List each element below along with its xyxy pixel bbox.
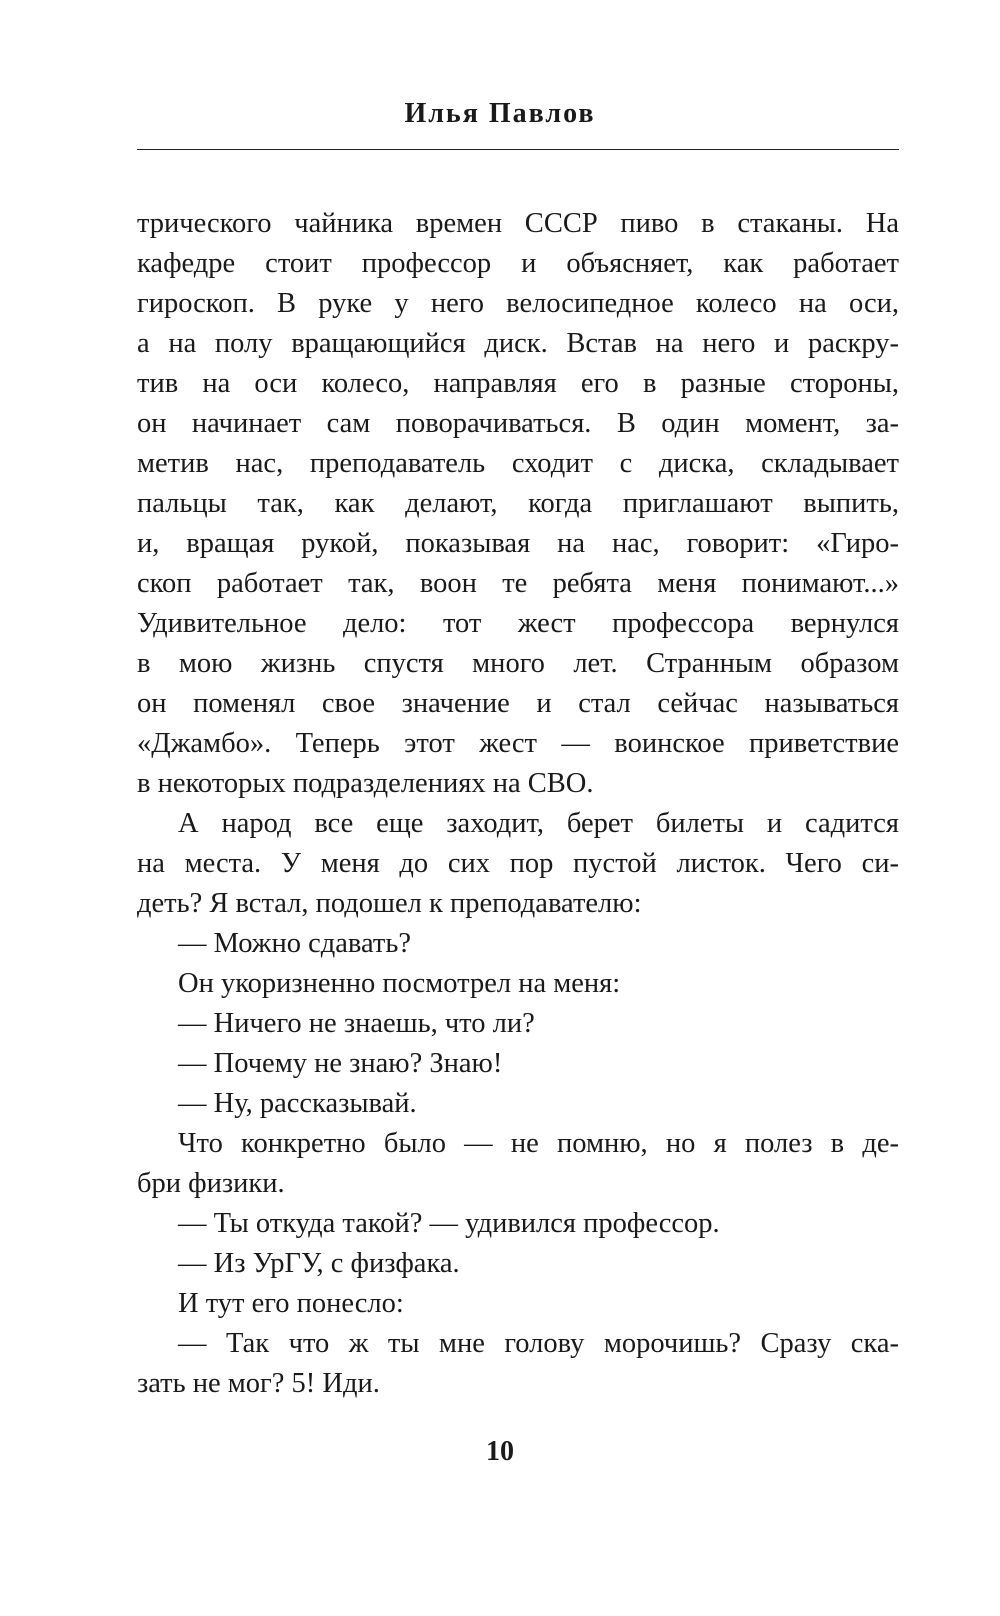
text-line: И тут его понесло: bbox=[178, 1288, 404, 1319]
text-line: — Так что ж ты мне голову морочишь? Сразу ска- bbox=[178, 1328, 899, 1359]
text-line: — Из УрГУ, с физфака. bbox=[178, 1248, 460, 1279]
text-line: зать не мог? 5! Иди. bbox=[137, 1368, 380, 1399]
text-line: кафедре стоит профессор и объясняет, как работает bbox=[137, 248, 899, 279]
text-line: — Ты откуда такой? — удивился профессор. bbox=[178, 1208, 720, 1239]
text-line: Что конкретно было — не помню, но я полез в де- bbox=[178, 1128, 899, 1159]
text-line: скоп работает так, воон те ребята меня понимают...» bbox=[137, 568, 899, 599]
text-line: А народ все еще заходит, берет билеты и садится bbox=[178, 808, 899, 839]
text-line: а на полу вращающийся диск. Встав на него и раскру- bbox=[137, 328, 899, 359]
text-line: — Можно сдавать? bbox=[178, 928, 412, 959]
text-line: в мою жизнь спустя много лет. Странным образом bbox=[137, 648, 899, 679]
text-line: гироскоп. В руке у него велосипедное колесо на оси, bbox=[137, 288, 899, 319]
text-line: пальцы так, как делают, когда приглашают выпить, bbox=[137, 488, 899, 519]
page-number: 10 bbox=[486, 1436, 514, 1467]
text-line: на места. У меня до сих пор пустой листок. Чего си- bbox=[137, 848, 899, 879]
text-line: Удивительное дело: тот жест профессора вернулся bbox=[137, 608, 899, 639]
text-line: тив на оси колесо, направляя его в разные стороны, bbox=[137, 368, 899, 399]
text-line: в некоторых подразделениях на СВО. bbox=[137, 768, 594, 799]
text-line: «Джамбо». Теперь этот жест — воинское приветствие bbox=[137, 728, 899, 759]
text-line: — Почему не знаю? Знаю! bbox=[178, 1048, 503, 1079]
text-line: бри физики. bbox=[137, 1168, 285, 1199]
header-rule bbox=[137, 149, 899, 150]
text-line: он начинает сам поворачиваться. В один момент, за- bbox=[137, 408, 899, 439]
text-line: трического чайника времен СССР пиво в стаканы. На bbox=[137, 208, 899, 239]
text-line: — Ничего не знаешь, что ли? bbox=[178, 1008, 535, 1039]
text-line: он поменял свое значение и стал сейчас называться bbox=[137, 688, 899, 719]
body-text bbox=[137, 204, 899, 1404]
text-line: деть? Я встал, подошел к преподавателю: bbox=[137, 888, 642, 919]
text-line: метив нас, преподаватель сходит с диска, складывает bbox=[137, 448, 899, 479]
running-head: Илья Павлов bbox=[404, 98, 596, 129]
text-line: Он укоризненно посмотрел на меня: bbox=[178, 968, 621, 999]
text-line: и, вращая рукой, показывая на нас, говорит: «Гиро- bbox=[137, 528, 899, 559]
text-line: — Ну, рассказывай. bbox=[178, 1088, 417, 1119]
